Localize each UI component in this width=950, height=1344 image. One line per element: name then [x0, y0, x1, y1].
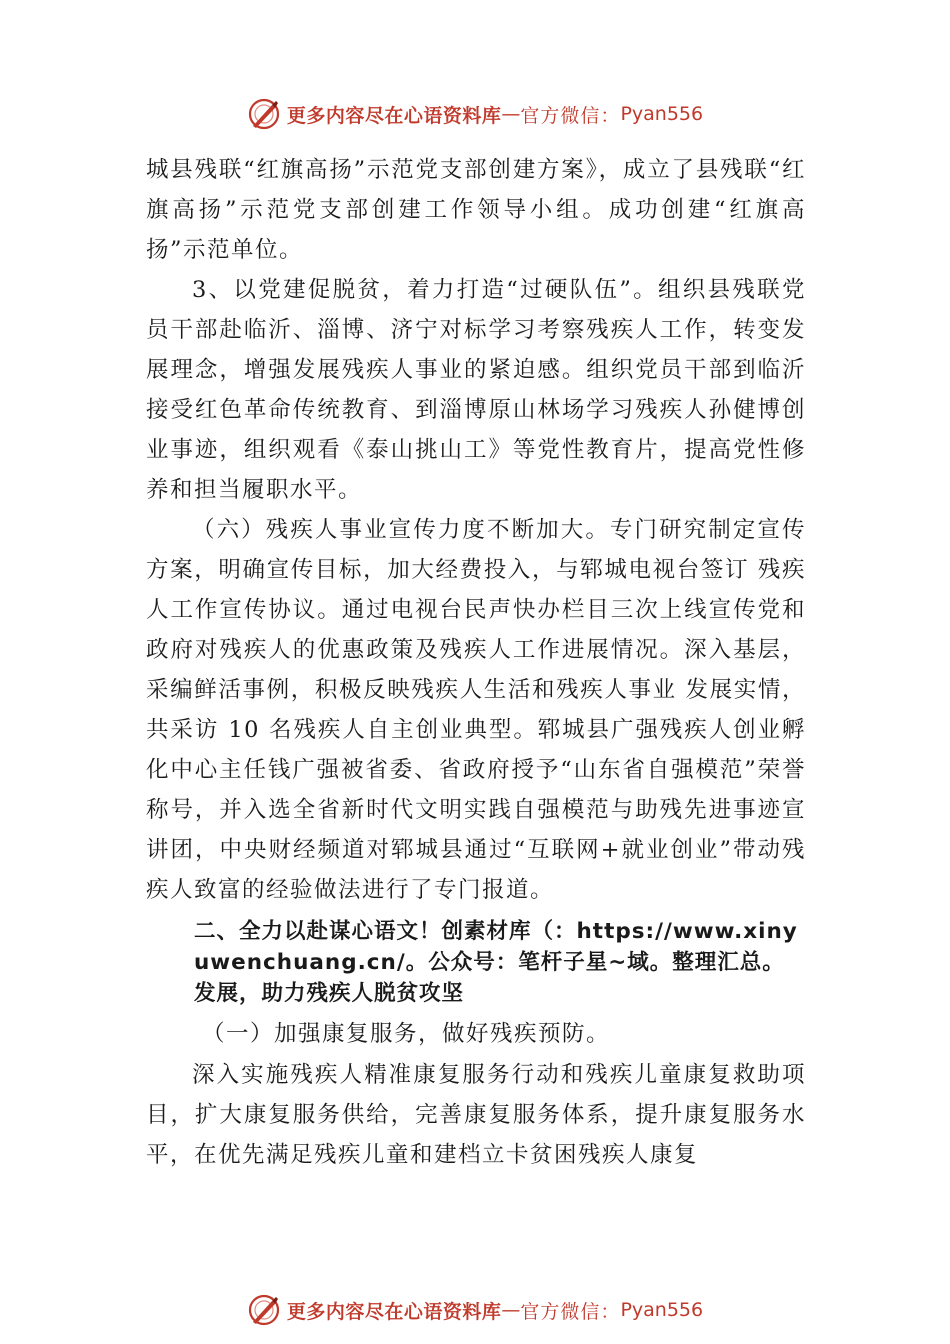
header-wechat-id: Pyan556	[620, 103, 704, 125]
document-body	[146, 150, 806, 1175]
footer-banner	[0, 1288, 950, 1332]
paragraph-3: 3、以党建促脱贫，着力打造“过硬队伍”。组织县残联党员干部赴临沂、淄博、济宁对标学习考察残疾人工作，转变发展理念，增强发展残疾人事业的紧迫感。组织党员干部到临沂接受红色革命传统教育、到淄博原山林场学习残疾人孙健博创业事迹，组织观看《泰山挑山工》等党性教育片，提高党性修养和担当履职水平。	[146, 277, 806, 503]
paragraph-6: （六）残疾人事业宣传力度不断加大。专门研究制定宣传方案，明确宣传目标，加大经费投入，与郓城电视台签订 残疾人工作宣传协议。通过电视台民声快办栏目三次上线宣传党和政府对残疾人的优惠政策及残疾人工作进展情况。深入基层，采编鲜活事例，积极反映残疾人生活和残疾人事业 发展实情，共采访 10 名残疾人自主创业典型。郓城县广强残疾人创业孵化中心主任钱广强被省委、省政府授予“山东省自强模范”荣誉称号，并入选全省新时代文明实践自强模范与助残先进事迹宣讲团，中央财经频道对郓城县通过“互联网+就业创业”带动残疾人致富的经验做法进行了专门报道。	[146, 517, 806, 903]
header-separator: —	[501, 103, 521, 125]
footer-wechat-label: 官方微信：	[520, 1300, 621, 1323]
paragraph-continued: 城县残联“红旗高扬”示范党支部创建方案》，成立了县残联“红旗高扬”示范党支部创建工作领导小组。成功创建“红旗高扬”示范单位。	[146, 157, 806, 263]
header-banner	[0, 92, 950, 136]
header-brand-text: 更多内容尽在心语资料库	[286, 104, 502, 127]
header-wechat-label: 官方微信：	[520, 104, 621, 127]
paragraph-rehab: 深入实施残疾人精准康复服务行动和残疾儿童康复救助项目，扩大康复服务供给，完善康复服务体系，提升康复服务水平，在优先满足残疾儿童和建档立卡贫困残疾人康复	[146, 1062, 806, 1168]
footer-wechat-id: Pyan556	[620, 1299, 704, 1321]
footer-separator: —	[501, 1299, 521, 1321]
subheading-1: （一）加强康复服务，做好残疾预防。	[202, 1021, 611, 1047]
section-heading-2: 二、全力以赴谋心语文！创素材库（：https://www.xinyuwenchuang.cn/。公众号：笔杆子星~域。整理汇总。发展，助力残疾人脱贫攻坚	[194, 919, 798, 1006]
footer-brand-text: 更多内容尽在心语资料库	[286, 1300, 502, 1323]
brush-logo-icon	[247, 97, 281, 131]
brush-logo-icon	[247, 1293, 281, 1327]
